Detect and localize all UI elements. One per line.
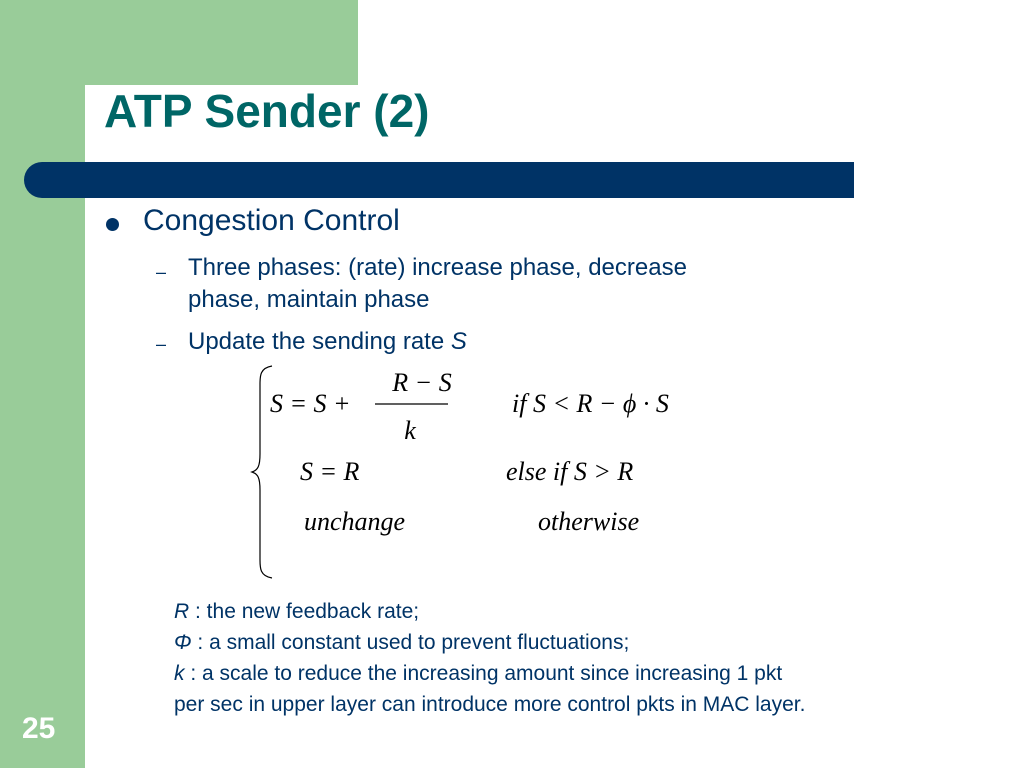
sub-item-phases-line2: phase, maintain phase: [188, 286, 430, 313]
sub-item-phases-line1: Three phases: (rate) increase phase, decrease: [188, 254, 687, 281]
dash-icon: –: [156, 262, 167, 282]
sub-item-update-symbol: S: [450, 328, 467, 355]
legend-text: : a small constant used to prevent fluctuations;: [191, 631, 630, 654]
left-brace-icon: [252, 366, 272, 578]
dash-icon: –: [156, 334, 167, 354]
sub-item-update-text: Update the sending rate: [188, 328, 451, 355]
row2-lhs: S = R: [300, 457, 360, 486]
legend-item: [174, 689, 805, 720]
legend-item: [174, 627, 805, 658]
rate-update-equation: [250, 362, 710, 582]
bullet-congestion-control: Congestion Control: [143, 204, 400, 237]
row3-condition: otherwise: [538, 507, 640, 536]
row2-condition: else if S > R: [506, 457, 634, 486]
legend-text: : the new feedback rate;: [189, 600, 420, 623]
legend-symbol: R: [174, 600, 190, 623]
row1-denominator: k: [404, 416, 416, 445]
legend-item: [174, 658, 805, 689]
legend-symbol: k: [174, 662, 185, 685]
bullet-dot-icon: [106, 218, 119, 231]
row1-lhs: S = S +: [270, 389, 351, 418]
title-underline-bar: [24, 162, 854, 198]
green-side-band: [0, 0, 85, 768]
page-number: 25: [22, 712, 56, 745]
legend-text: : a scale to reduce the increasing amount since increasing 1 pkt: [184, 662, 783, 685]
legend-symbol: Φ: [174, 631, 192, 654]
sub-item-update-rate: [188, 326, 467, 358]
row3-lhs: unchange: [304, 507, 406, 536]
symbol-legend: [174, 596, 805, 720]
sub-item-phases: [188, 252, 687, 316]
legend-text: per sec in upper layer can introduce more control pkts in MAC layer.: [174, 693, 806, 716]
row1-condition: if S < R − ϕ · S: [512, 389, 669, 418]
slide-title: ATP Sender (2): [104, 85, 430, 137]
row1-numerator: R − S: [392, 368, 452, 397]
legend-item: [174, 596, 805, 627]
